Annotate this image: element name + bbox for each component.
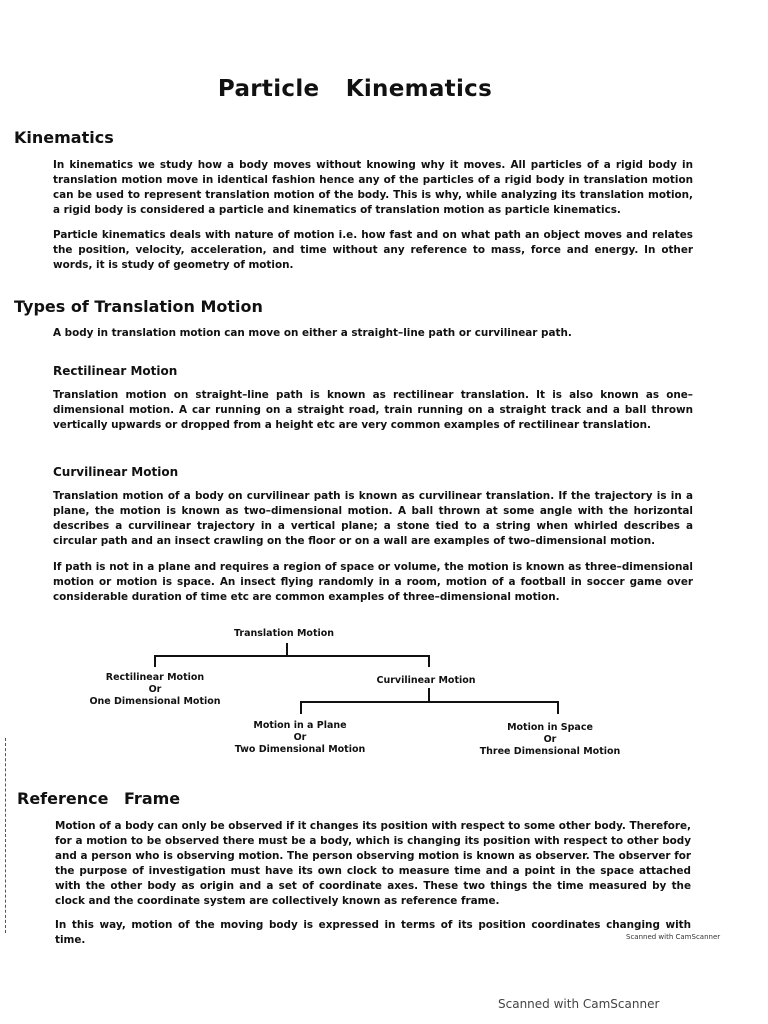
space-line-1: Motion in Space (507, 722, 593, 733)
heading-kinematics: Kinematics (14, 128, 114, 147)
diagram-rectilinear-node (80, 672, 230, 708)
heading-reference-frame: Reference Frame (17, 789, 181, 808)
kinematics-paragraph-1: In kinematics we study how a body moves without knowing why it moves. All particles of a rigid body in translation motion move in identical fashion hence any of the particles of a rigid body in translation motion can be used to represent translation motion of the body. This is why, while analyzing its translation motion, a rigid body is considered a particle and kinematics of translation motion as particle kinematics. (53, 159, 693, 216)
camscanner-watermark-small: Scanned with CamScanner (626, 933, 721, 941)
diagram-space-node (474, 722, 626, 758)
rect-line-2: Or (148, 684, 162, 695)
diagram-level2-bar (300, 701, 558, 703)
kinematics-paragraph-2: Particle kinematics deals with nature of motion i.e. how fast and on what path an object moves and relates the position, velocity, acceleration, and time without any reference to mass, force and energy. In other words, it is study of geometry of motion. (53, 229, 693, 271)
scan-margin-marks (5, 738, 9, 933)
diagram-space-drop (557, 701, 559, 714)
heading-curvilinear-motion: Curvilinear Motion (53, 465, 179, 479)
curvilinear-paragraph-1: Translation motion of a body on curvilinear path is known as curvilinear translation. If the trajectory is in a plane, the motion is known as two–dimensional motion. A ball thrown at some angle with the horizontal describes a curvilinear trajectory in a vertical plane; a stone tied to a string when whirled describes a circular path and an insect crawling on the floor or on a wall are examples of two–dimensional motion. (53, 490, 693, 547)
plane-line-2: Or (293, 732, 307, 743)
camscanner-watermark-large: Scanned with CamScanner (498, 997, 660, 1011)
rectilinear-paragraph: Translation motion on straight–line path is known as rectilinear translation. It is also known as one–dimensional motion. A car running on a straight road, train running on a straight track and a ball thrown vertically upwards or dropped from a height etc are very common examples of rectilinear translation. (53, 389, 693, 431)
rect-line-1: Rectilinear Motion (105, 672, 205, 683)
diagram-plane-node (228, 720, 372, 756)
plane-line-1: Motion in a Plane (253, 720, 347, 731)
reference-paragraph-1: Motion of a body can only be observed if it changes its position with respect to some other body. Therefore, for a motion to be observed there must be a body, which is changing its position with respect to other body and a person who is observing motion. The person observing motion is known as observer. The observer for the purpose of investigation must have its own clock to measure time and a point in the space attached with the other body as origin and a set of coordinate axes. These two things the time measured by the clock and the coordinate system are collectively known as reference frame. (55, 820, 691, 907)
diagram-level1-bar (154, 655, 429, 657)
heading-rectilinear-motion: Rectilinear Motion (53, 364, 178, 378)
diagram-curv-stem (428, 688, 430, 702)
space-line-3: Three Dimensional Motion (479, 746, 621, 757)
heading-types-of-translation-motion: Types of Translation Motion (14, 297, 263, 316)
rect-line-3: One Dimensional Motion (89, 696, 221, 707)
diagram-curvilinear-node: Curvilinear Motion (376, 675, 476, 686)
page-title: Particle Kinematics (217, 76, 493, 102)
diagram-left-drop (154, 655, 156, 667)
diagram-right-drop (428, 655, 430, 667)
curvilinear-paragraph-2: If path is not in a plane and requires a region of space or volume, the motion is known as three–dimensional motion or motion is space. An insect flying randomly in a room, motion of a football in soccer game over considerable duration of time etc are common examples of three–dimensional motion. (53, 561, 693, 603)
diagram-root-node: Translation Motion (233, 628, 335, 639)
types-intro-paragraph: A body in translation motion can move on either a straight–line path or curvilinear path. (53, 327, 572, 339)
space-line-2: Or (543, 734, 557, 745)
plane-line-3: Two Dimensional Motion (234, 744, 366, 755)
diagram-plane-drop (300, 701, 302, 714)
reference-paragraph-2: In this way, motion of the moving body is expressed in terms of its position coordinates changing with time. (55, 919, 691, 946)
